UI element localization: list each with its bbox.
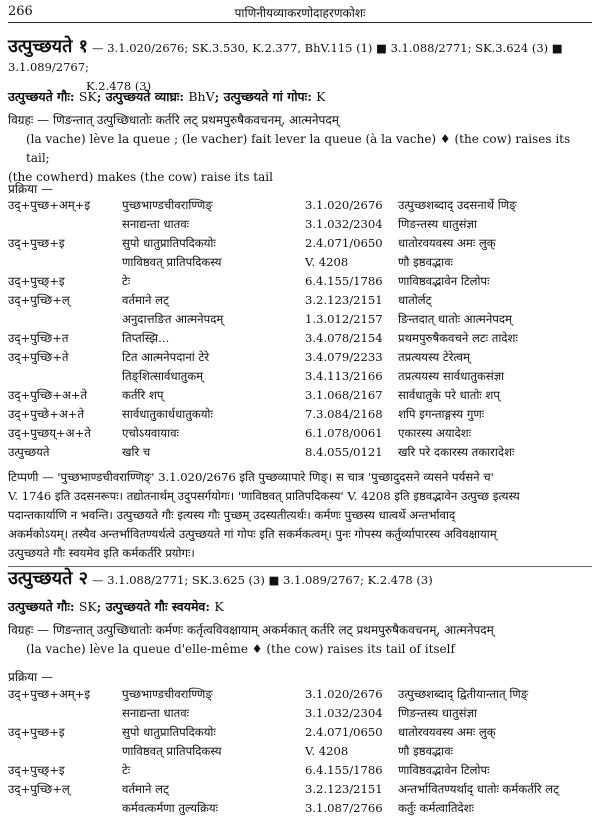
- prakriya-row: [8, 705, 592, 724]
- derivation-form: उद्+पुच्छ+अम्+इ: [8, 198, 91, 212]
- sutra-text: सुपो धातुप्रातिपदिकयोः: [122, 725, 216, 739]
- sutra-number: 3.2.123/2151: [305, 782, 383, 796]
- attested-forms: उत्पुच्छयते गौः: SK; उत्पुच्छयते व्याघ्रः: BhV; उत्पुच्छयते गां गोपः: K: [8, 89, 326, 104]
- operation-description: णिङन्तस्य धातुसंज्ञा: [398, 217, 477, 231]
- form-word: उत्पुच्छयते गौः: [8, 599, 70, 614]
- operation-description: सार्वधातुके परे धातोः शप्: [398, 388, 500, 402]
- operation-description: कर्तुः कर्मत्वातिदेशः: [398, 801, 474, 815]
- operation-description: शपि इगन्ताङ्गस्य गुणः: [398, 407, 485, 421]
- operation-description: उत्पुच्छशब्दाद् उदसनार्थे णिङ्: [398, 198, 517, 212]
- headword: उत्पुच्छयते २: [8, 568, 88, 589]
- sutra-number: 2.4.071/0650: [305, 236, 383, 250]
- operation-description: णाविष्ठवद्भावेन टिलोपः: [398, 274, 490, 288]
- sutra-number: 3.1.020/2676: [305, 687, 383, 701]
- sutra-text: कर्तरि शप्: [122, 388, 164, 402]
- sutra-text: एचोऽयवायावः: [122, 426, 179, 440]
- prakriya-row: [8, 368, 592, 387]
- sutra-text: सार्वधातुकार्धधातुकयोः: [122, 407, 213, 421]
- prakriya-row: [8, 762, 592, 781]
- derivation-form: उद्+पुच्छि+ल्: [8, 293, 70, 307]
- form-source: SK: [78, 599, 97, 614]
- sutra-text: खरि च: [122, 445, 151, 459]
- header-rule: [8, 22, 592, 23]
- form-source: K: [316, 89, 326, 104]
- entry-2-heading: [8, 570, 592, 590]
- sutra-text: टेः: [122, 274, 131, 288]
- prakriya-table: [8, 686, 592, 819]
- references: — 3.1.088/2771; SK.3.625 (3) ■ 3.1.089/2767; K.2.478 (3): [92, 573, 433, 587]
- sutra-number: 3.1.020/2676: [305, 198, 383, 212]
- operation-description: प्रथमपुरुषैकवचने लटः तादेशः: [398, 331, 518, 345]
- derivation-form: उद्+पुच्छ+अम्+इ: [8, 687, 91, 701]
- operation-description: तप्रत्ययस्य टेरेत्वम्: [398, 350, 470, 364]
- translation-line: (the cowherd) makes (the cow) raise its tail: [8, 170, 273, 184]
- operation-description: णिङन्तस्य धातुसंज्ञा: [398, 706, 477, 720]
- note-line: टिप्पणी — 'पुच्छभाण्डचीवराण्णिङ्' 3.1.020/2676 इति पुच्छव्यापारे णिङ्। स चात्र 'पुच्छादुदसने व्यसने पर्यसने च': [8, 470, 494, 484]
- sutra-text: तिङ्शित्सार्वधातुकम्: [122, 369, 204, 383]
- operation-description: णौ इष्ठवद्भावः: [398, 744, 453, 758]
- form-source: BhV: [188, 89, 215, 104]
- references-continued: K.2.478 (3): [86, 79, 152, 93]
- prakriya-row: [8, 254, 592, 273]
- sutra-number: 7.3.084/2168: [305, 407, 383, 421]
- operation-description: धातोरवयवस्य अमः लुक्: [398, 236, 496, 250]
- headword: उत्पुच्छयते १: [8, 36, 88, 57]
- vigraha-line: विग्रहः — णिङन्तात् उत्पुच्छिधातोः कर्तरि लट् प्रथमपुरुषैकवचनम्, आत्मनेपदम्: [8, 113, 339, 127]
- page-number: 266: [8, 4, 33, 19]
- sutra-number: V. 4208: [305, 744, 349, 758]
- derivation-form: उद्+पुच्छ+इ: [8, 725, 65, 739]
- form-word: उत्पुच्छयते व्याघ्रः: [105, 89, 180, 104]
- operation-description: धातोर्लट्: [398, 293, 432, 307]
- prakriya-row: [8, 387, 592, 406]
- derivation-form: उद्+पुच्छि+ते: [8, 350, 69, 364]
- prakriya-row: [8, 781, 592, 800]
- form-source: SK: [78, 89, 97, 104]
- derivation-form: उद्+पुच्छे+अ+ते: [8, 407, 85, 421]
- translation-line: (la vache) lève la queue d'elle-même ♦ (the cow) raises its tail of itself: [26, 642, 455, 656]
- vigraha-line: विग्रहः — णिङन्तात् उत्पुच्छिधातोः कर्मणः कर्तृत्वविवक्षायाम् अकर्मकात् कर्तरि लट् प्रथमपुरुषैकवचनम्, आत्मनेपदम्: [8, 623, 494, 637]
- sutra-text: वर्तमाने लट्: [122, 293, 169, 307]
- sutra-text: टेः: [122, 763, 131, 777]
- sutra-text: तिप्तस्झि...: [122, 331, 170, 345]
- prakriya-table: [8, 197, 592, 463]
- sutra-number: 3.4.079/2233: [305, 350, 383, 364]
- sutra-number: 3.4.113/2166: [305, 369, 383, 383]
- note-line: पदान्तकार्याणि न भवन्ति। उत्पुच्छयते गौः इत्यस्य गौः पुच्छम् उदस्यतीत्यर्थः। कर्मणः पुच्छस्य धात्वर्थे अन्तर्भावाद्: [8, 508, 456, 522]
- operation-description: णौ इष्ठवद्भावः: [398, 255, 453, 269]
- prakriya-row: [8, 724, 592, 743]
- vigraha: [8, 621, 592, 659]
- form-word: उत्पुच्छयते गौः: [8, 89, 70, 104]
- sutra-text: सनाद्यन्ता धातवः: [122, 706, 189, 720]
- prakriya-label: प्रक्रिया —: [8, 182, 54, 196]
- sutra-number: 3.1.068/2167: [305, 388, 383, 402]
- operation-description: तप्रत्ययस्य सार्वधातुकसंज्ञा: [398, 369, 505, 383]
- prakriya-row: [8, 800, 592, 819]
- sutra-text: सनाद्यन्ता धातवः: [122, 217, 189, 231]
- sutra-number: 3.1.032/2304: [305, 217, 383, 231]
- sutra-text: पुच्छभाण्डचीवराण्णिङ्: [122, 687, 213, 701]
- prakriya-row: [8, 444, 592, 463]
- prakriya-row: [8, 311, 592, 330]
- derivation-form: उत्पुच्छयते: [8, 445, 50, 459]
- sutra-number: 6.1.078/0061: [305, 426, 383, 440]
- sutra-number: 6.4.155/1786: [305, 763, 383, 777]
- operation-description: अन्तर्भावितण्यर्थाद् धातोः कर्मकर्तरि लट्: [398, 782, 559, 796]
- sutra-number: 6.4.155/1786: [305, 274, 383, 288]
- prakriya-row: [8, 292, 592, 311]
- prakriya-row: [8, 216, 592, 235]
- note-line: उत्पुच्छयते गौः स्वयमेव इति कर्मकर्तरि प्रयोगः।: [8, 546, 195, 560]
- prakriya-row: [8, 273, 592, 292]
- sutra-number: 3.4.078/2154: [305, 331, 383, 345]
- form-word: उत्पुच्छयते गां गोपः: [223, 89, 308, 104]
- note-line: V. 1746 इति उदसनरूपः। तद्योतनार्थम् उदुपसर्गयोगः। 'णाविष्ठवत् प्रातिपदिकस्य' V. 4208 इति इष्ठवद्भावेन उत्पुच्छ इत्यस्य: [8, 489, 520, 503]
- operation-description: उत्पुच्छशब्दाद् द्वितीयान्तात् णिङ्: [398, 687, 529, 701]
- prakriya-row: [8, 349, 592, 368]
- note: [8, 468, 592, 563]
- page-header: [8, 4, 592, 20]
- derivation-form: उद्+पुच्छि+ल्: [8, 782, 70, 796]
- operation-description: एकारस्य अयादेशः: [398, 426, 471, 440]
- references: — 3.1.020/2676; SK.3.530, K.2.377, BhV.115 (1) ■ 3.1.088/2771; SK.3.624 (3) ■ 3.1.089/2767;: [8, 41, 563, 74]
- prakriya-row: [8, 425, 592, 444]
- sutra-text: णाविष्ठवत् प्रातिपदिकस्य: [122, 744, 222, 758]
- derivation-form: उद्+पुच्छ्+इ: [8, 274, 65, 288]
- sutra-number: V. 4208: [305, 255, 349, 269]
- derivation-form: उद्+पुच्छ्+इ: [8, 763, 65, 777]
- sutra-number: 8.4.055/0121: [305, 445, 383, 459]
- sutra-text: वर्तमाने लट्: [122, 782, 169, 796]
- prakriya-row: [8, 235, 592, 254]
- operation-description: खरि परे दकारस्य तकारादेशः: [398, 445, 515, 459]
- prakriya-row: [8, 406, 592, 425]
- operation-description: णाविष्ठवद्भावेन टिलोपः: [398, 763, 490, 777]
- vigraha: [8, 111, 592, 187]
- prakriya-row: [8, 686, 592, 705]
- entry-divider: [8, 566, 592, 567]
- entry-1-heading: [8, 38, 592, 95]
- sutra-number: 1.3.012/2157: [305, 312, 383, 326]
- derivation-form: उद्+पुच्छि+अ+ते: [8, 388, 88, 402]
- operation-description: ङिन्तदात् धातोः आत्मनेपदम्: [398, 312, 512, 326]
- sutra-number: 3.1.087/2766: [305, 801, 383, 815]
- prakriya-row: [8, 330, 592, 349]
- sutra-text: सुपो धातुप्रातिपदिकयोः: [122, 236, 216, 250]
- derivation-form: उद्+पुच्छ+इ: [8, 236, 65, 250]
- sutra-text: पुच्छभाण्डचीवराण्णिङ्: [122, 198, 213, 212]
- operation-description: धातोरवयवस्य अमः लुक्: [398, 725, 496, 739]
- derivation-form: उद्+पुच्छि+त: [8, 331, 69, 345]
- attested-forms: उत्पुच्छयते गौः: SK; उत्पुच्छयते गौः स्वयमेव: K: [8, 599, 224, 614]
- prakriya-label: प्रक्रिया —: [8, 670, 54, 684]
- sutra-number: 3.1.032/2304: [305, 706, 383, 720]
- sutra-text: टित आत्मनेपदानां टेरे: [122, 350, 210, 364]
- running-title: पाणिनीयव्याकरणोदाहरणकोशः: [234, 6, 366, 20]
- form-word: उत्पुच्छयते गौः स्वयमेव: [105, 599, 206, 614]
- translation-line: (la vache) lève la queue ; (le vacher) fait lever la queue (à la vache) ♦ (the cow) raises its tail;: [26, 132, 571, 165]
- sutra-number: 3.2.123/2151: [305, 293, 383, 307]
- sutra-text: अनुदात्तङित आत्मनेपदम्: [122, 312, 224, 326]
- form-source: K: [214, 599, 224, 614]
- prakriya-row: [8, 743, 592, 762]
- sutra-text: कर्मवत्कर्मणा तुल्यक्रियः: [122, 801, 218, 815]
- prakriya-row: [8, 197, 592, 216]
- sutra-text: णाविष्ठवत् प्रातिपदिकस्य: [122, 255, 222, 269]
- derivation-form: उद्+पुच्छय्+अ+ते: [8, 426, 91, 440]
- sutra-number: 2.4.071/0650: [305, 725, 383, 739]
- note-line: अकर्मकोऽयम्। तस्यैव अन्तर्भावितण्यर्थत्वे उत्पुच्छयते गां गोपः इति सकर्मकत्वम्। पुनः गोपस्य कर्तुर्व्यापारस्य अविवक्षायाम्: [8, 527, 497, 541]
